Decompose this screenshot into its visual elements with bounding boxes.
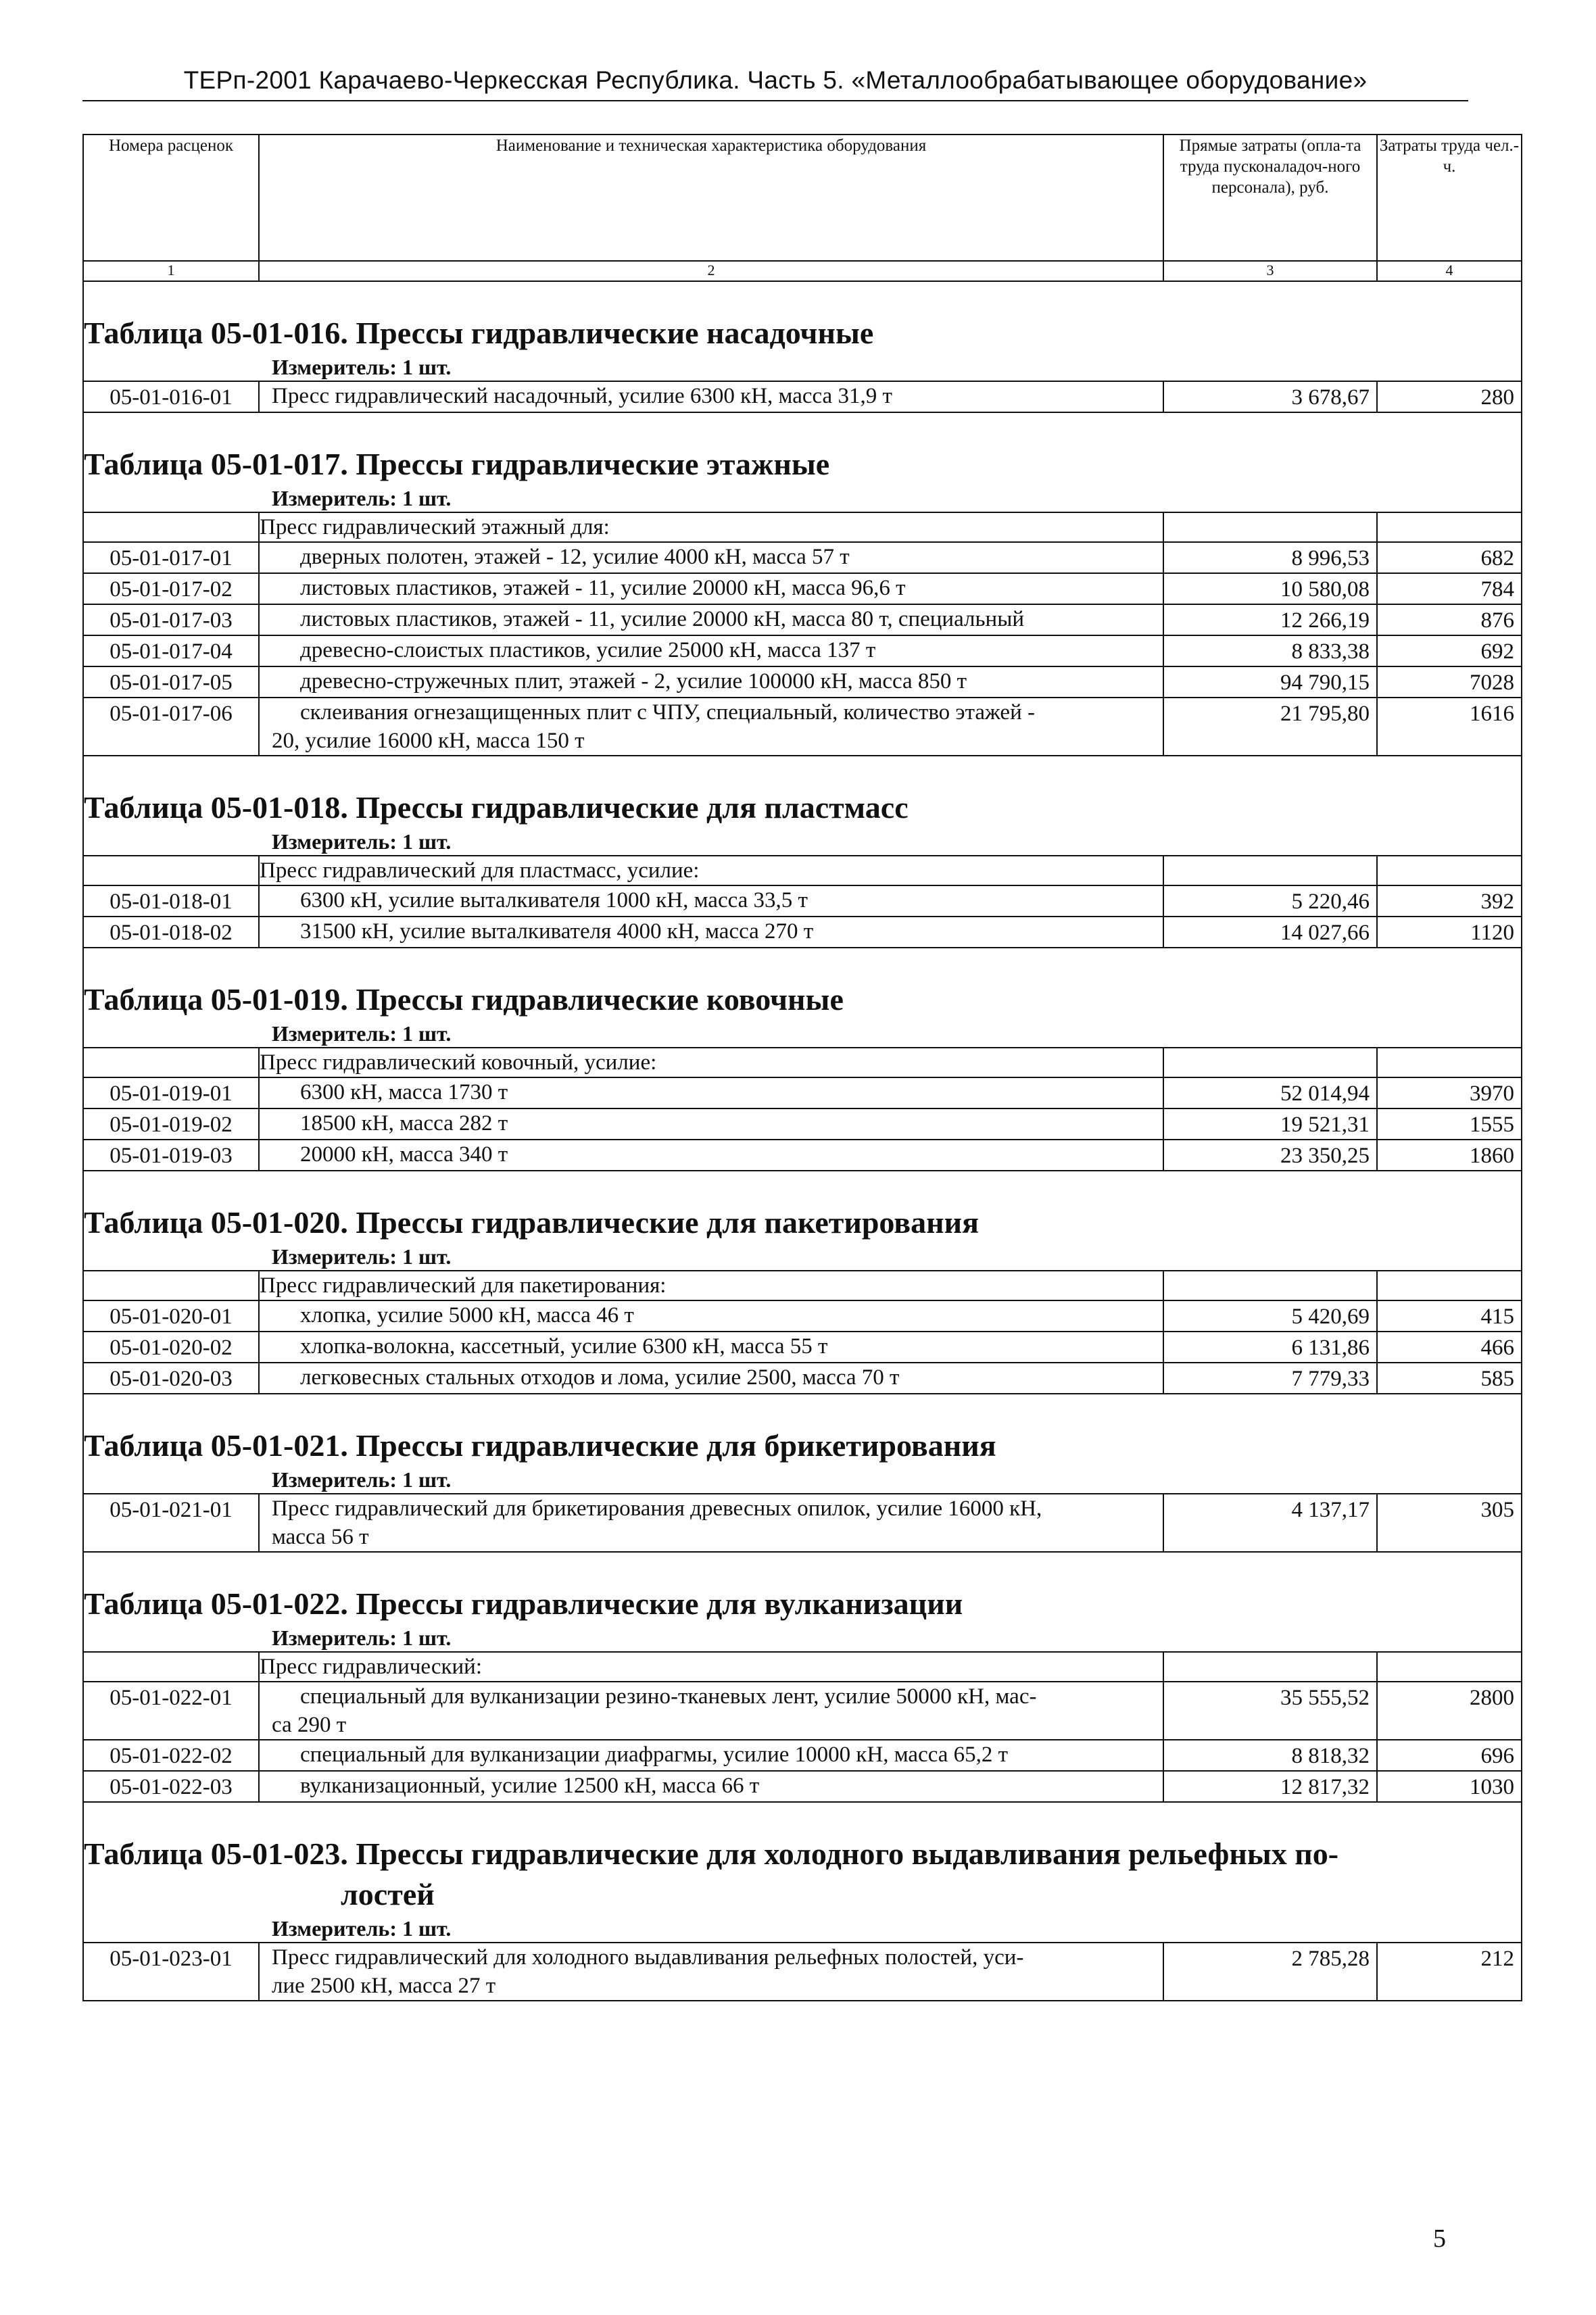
direct-cost: 6 131,86 xyxy=(1163,1332,1377,1363)
direct-cost: 8 996,53 xyxy=(1163,542,1377,573)
rate-code: 05-01-019-01 xyxy=(83,1077,259,1108)
measure-cell xyxy=(83,828,1522,856)
rate-code: 05-01-018-01 xyxy=(83,885,259,917)
direct-cost: 35 555,52 xyxy=(1163,1682,1377,1740)
intro-cost-cell xyxy=(1163,1271,1377,1300)
description-line: легковесных стальных отходов и лома, усилие 2500, масса 70 т xyxy=(300,1365,900,1390)
intro-labor-cell xyxy=(1377,1048,1522,1077)
column-number: 4 xyxy=(1377,261,1522,281)
measure-row xyxy=(83,485,1522,512)
section-gap xyxy=(83,1394,1522,1425)
description-line: специальный для вулканизации резино-тканевых лент, усилие 50000 кН, мас- xyxy=(300,1684,1037,1709)
section-title-row xyxy=(83,313,1522,354)
measure-cell xyxy=(83,1020,1522,1048)
description-line: 20, усилие 16000 кН, масса 150 т xyxy=(272,729,585,753)
description-line: листовых пластиков, этажей - 11, усилие 20000 кН, масса 80 т, специальный xyxy=(300,607,1025,631)
rate-code: 05-01-019-02 xyxy=(83,1108,259,1140)
direct-cost: 23 350,25 xyxy=(1163,1140,1377,1171)
equipment-description xyxy=(259,1140,1163,1171)
price-table xyxy=(82,134,1522,2001)
table-row xyxy=(83,1332,1522,1363)
measure-label: Измеритель: 1 шт. xyxy=(272,1467,452,1492)
section-title-cell xyxy=(83,1834,1522,1915)
equipment-description xyxy=(259,1771,1163,1802)
section-title-row xyxy=(83,979,1522,1020)
intro-code-cell xyxy=(83,1271,259,1300)
page-header: ТЕРп-2001 Карачаево-Черкесская Республика. Часть 5. «Металлообрабатывающее оборудование» xyxy=(82,66,1468,101)
description-line: вулканизационный, усилие 12500 кН, масса 66 т xyxy=(300,1774,760,1798)
intro-row xyxy=(83,1652,1522,1682)
section-gap xyxy=(83,1171,1522,1202)
direct-cost: 5 220,46 xyxy=(1163,885,1377,917)
direct-cost: 12 817,32 xyxy=(1163,1771,1377,1802)
intro-row xyxy=(83,512,1522,542)
rate-code: 05-01-017-05 xyxy=(83,666,259,698)
labor-hours: 1120 xyxy=(1377,917,1522,948)
table-row xyxy=(83,635,1522,666)
description-line: Пресс гидравлический для брикетирования древесных опилок, усилие 16000 кН, xyxy=(272,1496,1042,1521)
direct-cost: 2 785,28 xyxy=(1163,1943,1377,2001)
column-number: 3 xyxy=(1163,261,1377,281)
intro-code-cell xyxy=(83,512,259,542)
measure-cell xyxy=(83,1624,1522,1652)
table-row xyxy=(83,917,1522,948)
description-line: склеивания огнезащищенных плит с ЧПУ, специальный, количество этажей - xyxy=(300,700,1035,725)
section-title-continuation: лостей xyxy=(341,1877,435,1911)
rate-code: 05-01-023-01 xyxy=(83,1943,259,2001)
measure-label: Измеритель: 1 шт. xyxy=(272,1244,452,1269)
section-gap-cell xyxy=(83,1394,1522,1425)
direct-cost: 7 779,33 xyxy=(1163,1363,1377,1394)
equipment-description xyxy=(259,1494,1163,1552)
column-header-row xyxy=(83,135,1522,261)
table-row xyxy=(83,1771,1522,1802)
table-row xyxy=(83,604,1522,635)
measure-cell xyxy=(83,354,1522,381)
equipment-description xyxy=(259,666,1163,698)
section-title: Таблица 05-01-023. Прессы гидравлические для холодного выдавливания рельефных по- xyxy=(84,1836,1339,1871)
description-line: дверных полотен, этажей - 12, усилие 4000 кН, масса 57 т xyxy=(300,545,850,569)
rate-code: 05-01-022-02 xyxy=(83,1740,259,1771)
page-number: 5 xyxy=(1433,2224,1446,2253)
labor-hours: 784 xyxy=(1377,573,1522,604)
section-gap xyxy=(83,1802,1522,1834)
labor-hours: 692 xyxy=(1377,635,1522,666)
equipment-description xyxy=(259,573,1163,604)
measure-label: Измеритель: 1 шт. xyxy=(272,1021,452,1046)
column-number: 1 xyxy=(83,261,259,281)
section-title-cell xyxy=(83,1584,1522,1624)
intro-text: Пресс гидравлический для пластмасс, усилие: xyxy=(259,856,1163,885)
intro-code-cell xyxy=(83,856,259,885)
table-row xyxy=(83,698,1522,756)
description-line: 31500 кН, усилие выталкивателя 4000 кН, масса 270 т xyxy=(300,919,814,944)
section-gap xyxy=(83,412,1522,444)
direct-cost: 8 818,32 xyxy=(1163,1740,1377,1771)
section-gap xyxy=(83,756,1522,787)
measure-cell xyxy=(83,1466,1522,1494)
section-gap-cell xyxy=(83,948,1522,979)
section-title: Таблица 05-01-021. Прессы гидравлические для брикетирования xyxy=(84,1428,996,1463)
labor-hours: 876 xyxy=(1377,604,1522,635)
labor-hours: 305 xyxy=(1377,1494,1522,1552)
rate-code: 05-01-018-02 xyxy=(83,917,259,948)
measure-row xyxy=(83,1915,1522,1943)
intro-labor-cell xyxy=(1377,856,1522,885)
section-gap-cell xyxy=(83,412,1522,444)
section-gap xyxy=(83,281,1522,313)
rate-code: 05-01-016-01 xyxy=(83,381,259,412)
section-title: Таблица 05-01-020. Прессы гидравлические для пакетирования xyxy=(84,1205,980,1240)
description-line: древесно-стружечных плит, этажей - 2, усилие 100000 кН, масса 850 т xyxy=(300,669,967,693)
description-line: масса 56 т xyxy=(272,1525,369,1549)
table-row xyxy=(83,542,1522,573)
intro-text: Пресс гидравлический для пакетирования: xyxy=(259,1271,1163,1300)
direct-cost: 19 521,31 xyxy=(1163,1108,1377,1140)
direct-cost: 3 678,67 xyxy=(1163,381,1377,412)
column-header-labor: Затраты труда чел.-ч. xyxy=(1377,135,1522,261)
section-title-cell xyxy=(83,444,1522,485)
rate-code: 05-01-017-03 xyxy=(83,604,259,635)
equipment-description xyxy=(259,635,1163,666)
section-gap-cell xyxy=(83,1802,1522,1834)
section-title-cell xyxy=(83,979,1522,1020)
description-line: 6300 кН, масса 1730 т xyxy=(300,1080,508,1104)
intro-code-cell xyxy=(83,1652,259,1682)
section-title: Таблица 05-01-022. Прессы гидравлические для вулканизации xyxy=(84,1586,963,1621)
equipment-description xyxy=(259,542,1163,573)
measure-row xyxy=(83,828,1522,856)
labor-hours: 1616 xyxy=(1377,698,1522,756)
equipment-description xyxy=(259,1108,1163,1140)
equipment-description xyxy=(259,885,1163,917)
direct-cost: 5 420,69 xyxy=(1163,1300,1377,1332)
section-title: Таблица 05-01-018. Прессы гидравлические для пластмасс xyxy=(84,790,909,825)
description-line: древесно-слоистых пластиков, усилие 25000 кН, масса 137 т xyxy=(300,638,876,662)
labor-hours: 392 xyxy=(1377,885,1522,917)
intro-labor-cell xyxy=(1377,512,1522,542)
table-row xyxy=(83,1300,1522,1332)
intro-cost-cell xyxy=(1163,512,1377,542)
measure-row xyxy=(83,1243,1522,1271)
description-line: 20000 кН, масса 340 т xyxy=(300,1142,508,1167)
description-line: лие 2500 кН, масса 27 т xyxy=(272,1974,496,1998)
rate-code: 05-01-022-03 xyxy=(83,1771,259,1802)
measure-label: Измеритель: 1 шт. xyxy=(272,355,452,379)
section-gap-cell xyxy=(83,1552,1522,1584)
equipment-description xyxy=(259,1077,1163,1108)
direct-cost: 14 027,66 xyxy=(1163,917,1377,948)
description-line: 6300 кН, усилие выталкивателя 1000 кН, масса 33,5 т xyxy=(300,888,808,912)
measure-row xyxy=(83,1466,1522,1494)
section-title-row xyxy=(83,787,1522,828)
table-row xyxy=(83,573,1522,604)
intro-cost-cell xyxy=(1163,1048,1377,1077)
labor-hours: 7028 xyxy=(1377,666,1522,698)
intro-text: Пресс гидравлический: xyxy=(259,1652,1163,1682)
equipment-description xyxy=(259,1332,1163,1363)
measure-cell xyxy=(83,1915,1522,1943)
direct-cost: 10 580,08 xyxy=(1163,573,1377,604)
section-gap-cell xyxy=(83,1171,1522,1202)
intro-labor-cell xyxy=(1377,1652,1522,1682)
section-title-row xyxy=(83,1584,1522,1624)
labor-hours: 1860 xyxy=(1377,1140,1522,1171)
column-number: 2 xyxy=(259,261,1163,281)
measure-row xyxy=(83,354,1522,381)
section-title-cell xyxy=(83,1425,1522,1466)
measure-cell xyxy=(83,485,1522,512)
labor-hours: 1030 xyxy=(1377,1771,1522,1802)
measure-label: Измеритель: 1 шт. xyxy=(272,829,452,854)
labor-hours: 3970 xyxy=(1377,1077,1522,1108)
column-header-name: Наименование и техническая характеристика оборудования xyxy=(259,135,1163,261)
rate-code: 05-01-022-01 xyxy=(83,1682,259,1740)
description-line: хлопка-волокна, кассетный, усилие 6300 кН, масса 55 т xyxy=(300,1334,828,1359)
table-row xyxy=(83,1740,1522,1771)
equipment-description xyxy=(259,1363,1163,1394)
table-row xyxy=(83,885,1522,917)
table-row xyxy=(83,666,1522,698)
rate-code: 05-01-019-03 xyxy=(83,1140,259,1171)
intro-code-cell xyxy=(83,1048,259,1077)
table-row xyxy=(83,1494,1522,1552)
rate-code: 05-01-021-01 xyxy=(83,1494,259,1552)
column-header-cost: Прямые затраты (опла-та труда пусконаладоч-ного персонала), руб. xyxy=(1163,135,1377,261)
section-title-row xyxy=(83,1202,1522,1243)
measure-cell xyxy=(83,1243,1522,1271)
section-title: Таблица 05-01-016. Прессы гидравлические насадочные xyxy=(84,316,874,350)
section-title-cell xyxy=(83,313,1522,354)
direct-cost: 12 266,19 xyxy=(1163,604,1377,635)
rate-code: 05-01-020-02 xyxy=(83,1332,259,1363)
intro-text: Пресс гидравлический этажный для: xyxy=(259,512,1163,542)
labor-hours: 280 xyxy=(1377,381,1522,412)
labor-hours: 1555 xyxy=(1377,1108,1522,1140)
section-gap-cell xyxy=(83,756,1522,787)
intro-row xyxy=(83,856,1522,885)
section-title-row xyxy=(83,1834,1522,1915)
equipment-description xyxy=(259,1682,1163,1740)
labor-hours: 682 xyxy=(1377,542,1522,573)
column-header-code: Номера расценок xyxy=(83,135,259,261)
intro-row xyxy=(83,1048,1522,1077)
equipment-description xyxy=(259,381,1163,412)
direct-cost: 52 014,94 xyxy=(1163,1077,1377,1108)
table-row xyxy=(83,1077,1522,1108)
table-body xyxy=(83,281,1522,2001)
labor-hours: 2800 xyxy=(1377,1682,1522,1740)
measure-row xyxy=(83,1624,1522,1652)
table-row xyxy=(83,1943,1522,2001)
description-line: са 290 т xyxy=(272,1713,347,1737)
rate-code: 05-01-020-03 xyxy=(83,1363,259,1394)
rate-code: 05-01-017-02 xyxy=(83,573,259,604)
equipment-description xyxy=(259,604,1163,635)
rate-code: 05-01-017-04 xyxy=(83,635,259,666)
labor-hours: 415 xyxy=(1377,1300,1522,1332)
rate-code: 05-01-020-01 xyxy=(83,1300,259,1332)
equipment-description xyxy=(259,1943,1163,2001)
column-number-row xyxy=(83,261,1522,281)
section-title-row xyxy=(83,1425,1522,1466)
intro-row xyxy=(83,1271,1522,1300)
direct-cost: 4 137,17 xyxy=(1163,1494,1377,1552)
intro-text: Пресс гидравлический ковочный, усилие: xyxy=(259,1048,1163,1077)
description-line: Пресс гидравлический для холодного выдавливания рельефных полостей, уси- xyxy=(272,1945,1024,1970)
rate-code: 05-01-017-06 xyxy=(83,698,259,756)
section-title: Таблица 05-01-017. Прессы гидравлические этажные xyxy=(84,447,830,481)
intro-cost-cell xyxy=(1163,1652,1377,1682)
intro-cost-cell xyxy=(1163,856,1377,885)
table-row xyxy=(83,1140,1522,1171)
table-row xyxy=(83,1682,1522,1740)
description-line: Пресс гидравлический насадочный, усилие 6300 кН, масса 31,9 т xyxy=(272,384,892,408)
equipment-description xyxy=(259,917,1163,948)
rate-code: 05-01-017-01 xyxy=(83,542,259,573)
description-line: 18500 кН, масса 282 т xyxy=(300,1111,508,1136)
table-row xyxy=(83,1363,1522,1394)
section-gap xyxy=(83,948,1522,979)
measure-label: Измеритель: 1 шт. xyxy=(272,486,452,510)
description-line: листовых пластиков, этажей - 11, усилие 20000 кН, масса 96,6 т xyxy=(300,576,906,600)
labor-hours: 585 xyxy=(1377,1363,1522,1394)
section-title-row xyxy=(83,444,1522,485)
section-title: Таблица 05-01-019. Прессы гидравлические ковочные xyxy=(84,982,844,1017)
measure-label: Измеритель: 1 шт. xyxy=(272,1916,452,1941)
direct-cost: 8 833,38 xyxy=(1163,635,1377,666)
equipment-description xyxy=(259,698,1163,756)
section-gap xyxy=(83,1552,1522,1584)
section-gap-cell xyxy=(83,281,1522,313)
equipment-description xyxy=(259,1300,1163,1332)
direct-cost: 94 790,15 xyxy=(1163,666,1377,698)
labor-hours: 212 xyxy=(1377,1943,1522,2001)
labor-hours: 696 xyxy=(1377,1740,1522,1771)
labor-hours: 466 xyxy=(1377,1332,1522,1363)
description-line: специальный для вулканизации диафрагмы, усилие 10000 кН, масса 65,2 т xyxy=(300,1743,1009,1767)
section-title-cell xyxy=(83,1202,1522,1243)
measure-label: Измеритель: 1 шт. xyxy=(272,1626,452,1650)
table-row xyxy=(83,1108,1522,1140)
section-title-cell xyxy=(83,787,1522,828)
equipment-description xyxy=(259,1740,1163,1771)
measure-row xyxy=(83,1020,1522,1048)
table-row xyxy=(83,381,1522,412)
direct-cost: 21 795,80 xyxy=(1163,698,1377,756)
intro-labor-cell xyxy=(1377,1271,1522,1300)
description-line: хлопка, усилие 5000 кН, масса 46 т xyxy=(300,1303,634,1327)
